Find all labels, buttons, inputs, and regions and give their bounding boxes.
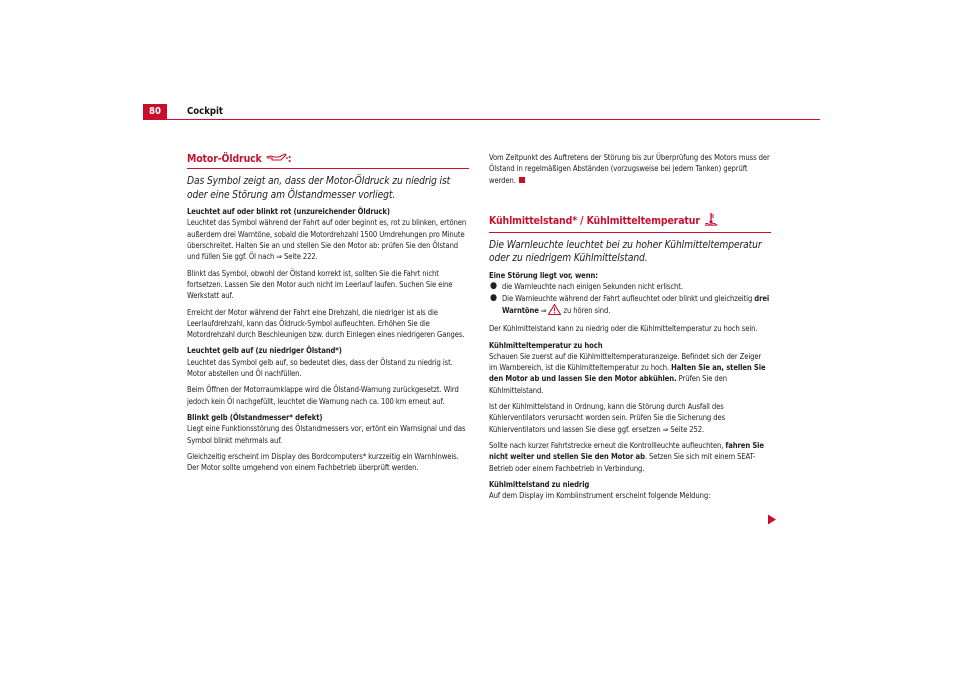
list-item: ● die Warnleuchte nach einigen Sekunden nicht erlischt.: [490, 281, 683, 292]
subheading-level-low: Kühlmittelstand zu niedrig: [489, 479, 590, 489]
paragraph: Schauen Sie zuerst auf die Kühlmitteltemperaturanzeige. Befindet sich der Zeiger im Warnbereich, ist die Kühlmitteltemperatur zu hoch. Halten Sie an, stellen Sie den Motor ab und lassen Sie den Motor abkühlen. Prüfen Sie den Kühlmittelstand.: [489, 351, 766, 395]
paragraph: Ist der Kühlmittelstand in Ordnung, kann die Störung durch Ausfall des Kühlerventilators verursacht worden sein. Prüfen Sie die Sicherung des Kühlerventilators und lassen Sie diese ggf. ersetzen ⇒ Seite 252.: [489, 402, 726, 434]
section-end-icon: [519, 177, 525, 183]
subheading-yellow: Leuchtet gelb auf (zu niedriger Ölstand*): [187, 346, 342, 356]
paragraph: Auf dem Display im Kombiinstrument erscheint folgende Meldung:: [489, 491, 711, 501]
paragraph: Gleichzeitig erscheint im Display des Bordcomputers* kurzzeitig ein Warnhinweis. Der Motor sollte umgehend von einem Fachbetrieb überprüft werden.: [187, 451, 459, 473]
paragraph: Blinkt das Symbol, obwohl der Ölstand korrekt ist, sollten Sie die Fahrt nicht fortsetzen. Lassen Sie den Motor auch nicht im Leerlauf laufen. Suchen Sie eine Werkstatt auf.: [187, 268, 453, 301]
warning-triangle-icon: [548, 304, 561, 318]
subheading-fault: Eine Störung liegt vor, wenn:: [489, 271, 598, 281]
section-rule: [187, 168, 469, 169]
right-column: [489, 152, 771, 506]
paragraph: Leuchtet das Symbol während der Fahrt auf oder beginnt es, rot zu blinken, ertönen außerdem drei Warntöne, sobald die Motordrehzahl 1500 Umdrehungen pro Minute überschreitet. Halten Sie an und stellen Sie den Motor ab: prüfen Sie den Ölstand und füllen Sie ggf. Öl nach ⇒ Seite 222.: [187, 218, 467, 262]
subheading-temp-high: Kühlmitteltemperatur zu hoch: [489, 340, 603, 350]
continue-arrow-icon: [767, 510, 777, 529]
page-number: 80: [143, 104, 167, 119]
paragraph: Beim Öffnen der Motorraumklappe wird die Ölstand-Warnung zurückgesetzt. Wird jedoch kein Öl nachgefüllt, leuchtet die Warnung nach ca. 100 km erneut auf.: [187, 385, 459, 406]
section-lead: Die Warnleuchte leuchtet bei zu hoher Kühlmitteltemperatur oder zu niedrigem Kühlmittelstand.: [489, 239, 762, 265]
bullet-icon: ●: [490, 292, 497, 303]
section-heading-oil-pressure: Motor-Öldruck :: [187, 153, 292, 165]
section-heading-text: Kühlmittelstand* / Kühlmitteltemperatur: [489, 214, 700, 227]
list-item: ● Die Warnleuchte während der Fahrt aufleuchtet oder blinkt und gleichzeitig drei Warntöne ⇒ zu hören sind.: [489, 293, 771, 319]
paragraph-intro: Vom Zeitpunkt des Auftretens der Störung bis zur Überprüfung des Motors muss der Ölstand in regelmäßigen Abständen (vorzugsweise bei jedem Tanken) geprüft werden.: [489, 153, 770, 185]
running-header-title: Cockpit: [187, 106, 224, 117]
section-lead: Das Symbol zeigt an, dass der Motor-Öldruck zu niedrig ist oder eine Störung am Ölstandmesser vorliegt.: [187, 176, 451, 201]
section-heading-text: Motor-Öldruck: [187, 153, 262, 165]
header-rule: [143, 119, 820, 120]
paragraph: Leuchtet das Symbol gelb auf, so bedeutet dies, dass der Ölstand zu niedrig ist. Motor abstellen und Öl nachfüllen.: [187, 357, 453, 379]
subheading-red: Leuchtet auf oder blinkt rot (unzureichender Öldruck): [187, 207, 390, 217]
section-rule: [489, 232, 771, 233]
paragraph: Der Kühlmittelstand kann zu niedrig oder die Kühlmitteltemperatur zu hoch sein.: [489, 324, 758, 334]
paragraph: Liegt eine Funktionsstörung des Ölstandmessers vor, ertönt ein Warnsignal und das Symbol blinkt mehrmals auf.: [187, 424, 466, 445]
section-heading-coolant: [489, 212, 771, 230]
coolant-temperature-icon: [704, 212, 718, 230]
paragraph: Sollte nach kurzer Fahrtstrecke erneut die Kontrollleuchte aufleuchten, fahren Sie nicht weiter und stellen Sie den Motor ab. Setzen Sie sich mit einem SEAT-Betrieb oder einem Fachbetrieb in Verbindung.: [489, 440, 764, 473]
left-column: [187, 152, 469, 478]
subheading-blink: Blinkt gelb (Ölstandmesser* defekt): [187, 412, 323, 422]
paragraph: Erreicht der Motor während der Fahrt eine Drehzahl, die niedriger ist als die Leerlaufdrehzahl, kann das Öldruck-Symbol aufleuchten. Erhöhen Sie die Motordrehzahl durch Beschleunigen bzw. durch Einlegen eines niedrigeren Ganges.: [187, 307, 465, 340]
bullet-icon: ●: [490, 281, 497, 292]
oil-can-icon: [266, 152, 288, 166]
